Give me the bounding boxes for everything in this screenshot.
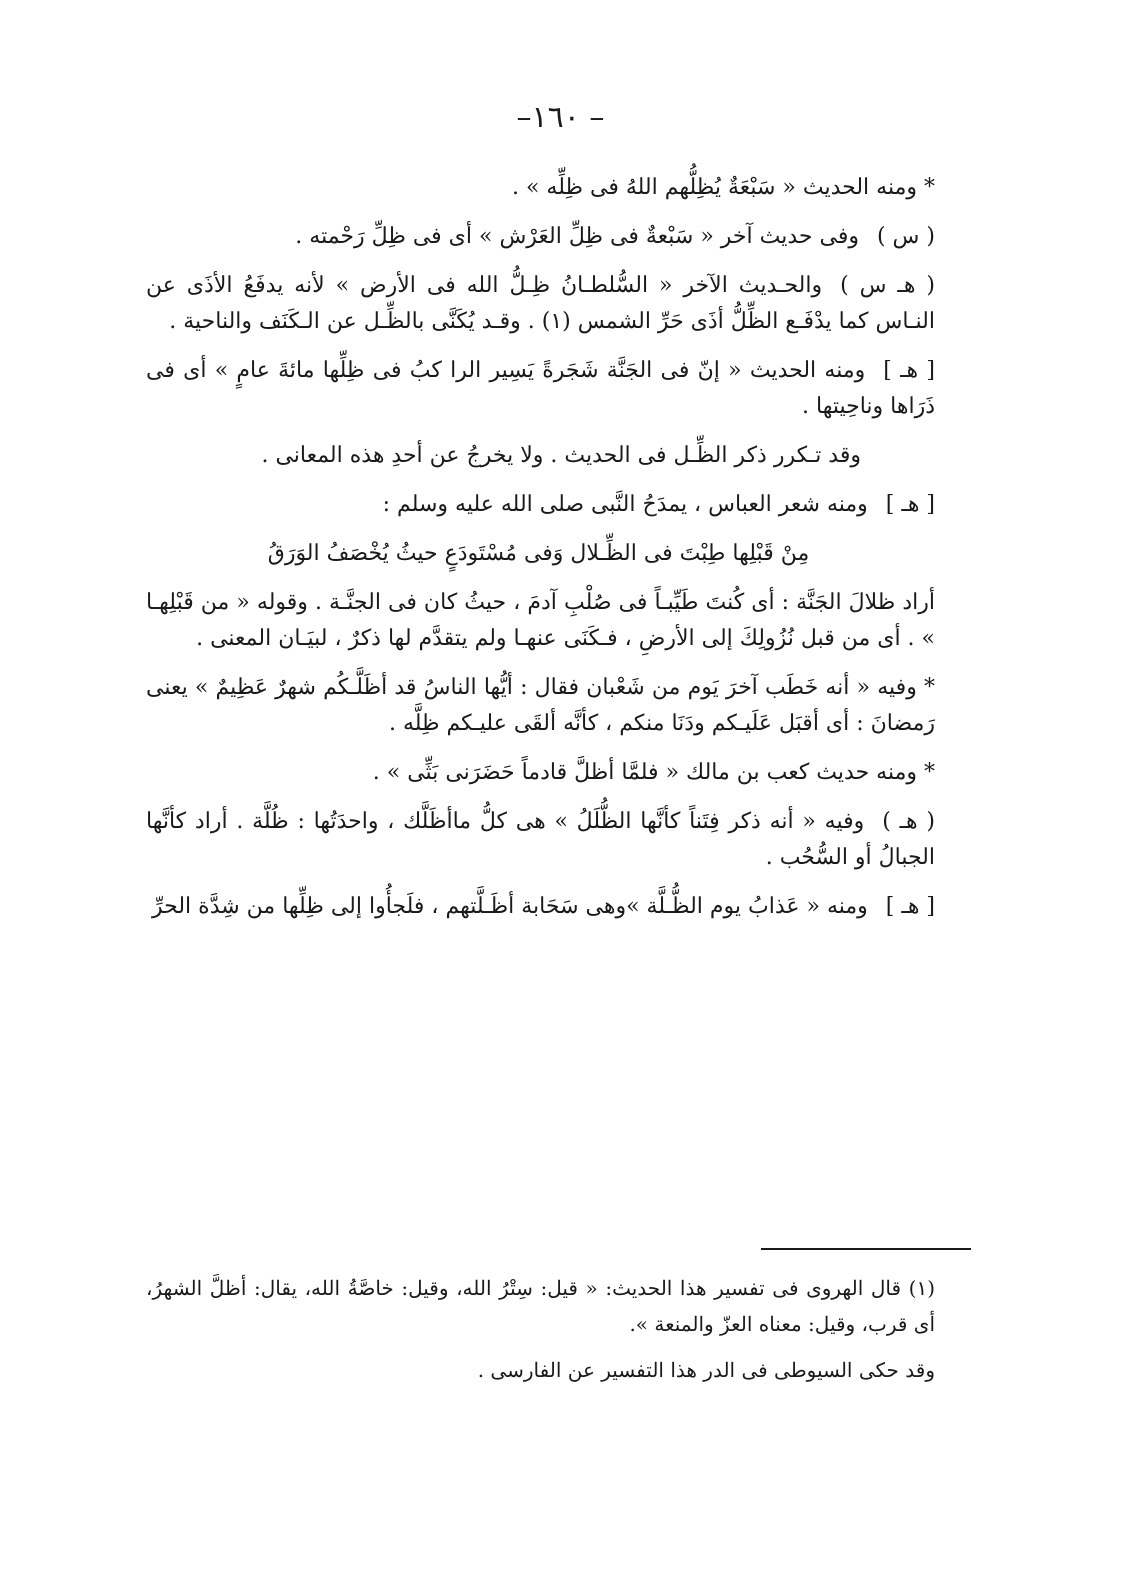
paragraph-text: * ومنه الحديث « سَبْعَةٌ يُظِلُّهم اللهُ فى ظِلِّه » . xyxy=(511,175,935,200)
paragraph-text: * وفيه « أنه خَطَب آخرَ يَوم من شَعْبان فقال : أيُّها الناسُ قد أظَلَّـكُم شهرٌ عَظِيمٌ » يعنى رَمضانَ : أى أقبَل عَلَيـكم ودَنَا منكم ، كأنَّه ألقَى عليـكم ظِلَّه . xyxy=(146,675,935,736)
source-tag: ( س ) xyxy=(876,224,935,249)
paragraph-text: وفيه « أنه ذكر فِتَناً كأنَّها الظُّلَلُ » هى كلُّ ماأظَلَّك ، واحدَتُها : ظُلَّة . أراد كأنَّها الجبالُ أو السُّحُب . xyxy=(146,809,935,870)
paragraph-text: ومنه شعر العباس ، يمدَحُ النَّبى صلى الله عليه وسلم : xyxy=(382,492,868,517)
paragraph-2 xyxy=(146,219,971,255)
footnote-1: (١) قال الهروى فى تفسير هذا الحديث: « قيل: سِتْرُ الله، وقيل: خاصَّةُ الله، يقال: أظلَّ الشهرُ، أى قرب، وقيل: معناه العزّ والمنعة ». xyxy=(146,1276,935,1336)
footnote-2: وقد حكى السيوطى فى الدر هذا التفسير عن الفارسى . xyxy=(477,1358,935,1382)
paragraph-text: والحـديث الآخر « السُّلطـانُ ظِـلُّ الله فى الأرض » لأنه يدفَعُ الأذَى عن النـاس كما يدْفَـع الظِّلُّ أذَى حَرِّ الشمس (١) . وقـد يُكَنَّى بالظِّـل عن الـكَنَف والناحية . xyxy=(146,273,935,334)
paragraph-1 xyxy=(146,170,971,206)
paragraph-text: أراد ظلالَ الجَنَّة : أى كُنتَ طَيِّبـاً فى صُلْبِ آدمَ ، حيثُ كان فى الجنَّـة . وقوله « من قَبْلِهـا » . أى من قبل نُزُولِكَ إلى الأرضِ ، فـكَنَى عنهـا ولم يتقدَّم لها ذكرٌ ، لبيَـان المعنى . xyxy=(146,590,935,651)
paragraph-text: وقد تـكرر ذكر الظِّـل فى الحديث . ولا يخرجُ عن أحدِ هذه المعانى . xyxy=(261,443,861,468)
source-tag: [ هـ ] xyxy=(885,492,935,517)
paragraph-5 xyxy=(146,438,971,474)
source-tag: ( هـ ) xyxy=(882,809,935,834)
footnotes xyxy=(146,1270,971,1398)
verse-text: مِنْ قَبْلِها طِبْتَ فى الظِّـلال وَفى مُسْتَودَعٍ حيثُ يُخْصَفُ الوَرَقُ xyxy=(267,541,810,566)
paragraph-text: ومنه « عَذابُ يوم الظُّـلَّة »وهى سَحَابة أظَـلَّتهم ، فلَجأُوا إلى ظِلِّها من شِدَّة الحرِّ xyxy=(152,894,868,919)
paragraph-3 xyxy=(146,268,971,340)
page-number: –١٦٠ – xyxy=(516,100,605,135)
paragraph-8 xyxy=(146,585,971,657)
paragraph-9 xyxy=(146,670,971,742)
paragraph-4 xyxy=(146,353,971,425)
source-tag: [ هـ ] xyxy=(883,358,935,383)
main-text xyxy=(146,170,971,938)
source-tag: ( هـ س ) xyxy=(840,273,935,298)
paragraph-6 xyxy=(146,487,971,523)
source-tag: [ هـ ] xyxy=(885,894,935,919)
paragraph-10 xyxy=(146,755,971,791)
footnote-divider xyxy=(761,1248,971,1250)
paragraph-11 xyxy=(146,804,971,876)
paragraph-text: ومنه الحديث « إنّ فى الجَنَّة شَجَرةً يَسِير الرا كبُ فى ظِلِّها مائةَ عامٍ » أى فى ذَرَاها وناحِيتها . xyxy=(146,358,935,419)
poem-verse xyxy=(146,536,971,572)
paragraph-12 xyxy=(146,889,971,925)
paragraph-text: * ومنه حديث كعب بن مالك « فلمَّا أظلَّ قادماً حَضَرَنى بَثِّى » . xyxy=(372,760,935,785)
paragraph-text: وفى حديث آخر « سَبْعةٌ فى ظِلِّ العَرْش » أى فى ظِلِّ رَحْمته . xyxy=(295,224,859,249)
